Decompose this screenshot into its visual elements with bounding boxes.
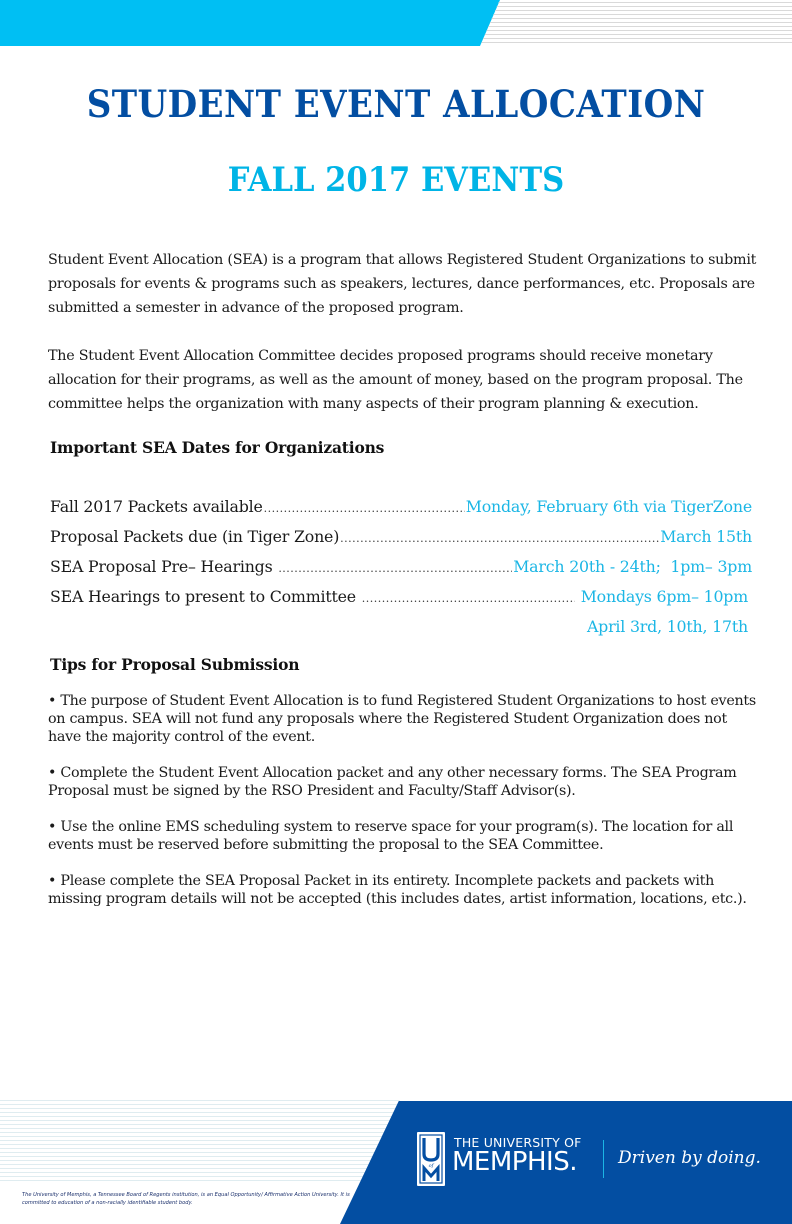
tips-list <box>48 692 760 926</box>
logo-text-line-2: MEMPHIS. <box>452 1147 577 1177</box>
date-value: March 15th <box>660 527 752 546</box>
logo-text-line-1: THE UNIVERSITY OF <box>454 1135 582 1150</box>
date-label: SEA Hearings to present to Committee <box>50 587 361 606</box>
dot-leader <box>278 562 512 575</box>
logo-divider <box>603 1140 604 1178</box>
tips-heading: Tips for Proposal Submission <box>50 655 300 674</box>
disclaimer-text: The University of Memphis, a Tennessee Board of Regents institution, is an Equal Opportunity/ Affirmative Action University. It is committed to education of a non-racially identifiable student body. <box>22 1192 350 1206</box>
university-logo-mark-icon <box>417 1132 445 1186</box>
date-label: SEA Proposal Pre– Hearings <box>50 557 278 576</box>
intro-paragraph-1: Student Event Allocation (SEA) is a program that allows Registered Student Organizations to submit proposals for events & programs such as speakers, lectures, dance performances, etc. Proposals are submitted a semester in advance of the proposed program. <box>48 252 757 316</box>
date-value: Mondays 6pm– 10pm <box>575 587 748 606</box>
svg-text:of: of <box>428 1163 434 1169</box>
date-row <box>50 527 752 557</box>
date-row-continuation <box>50 617 752 647</box>
date-label: Fall 2017 Packets available <box>50 497 263 516</box>
date-row <box>50 587 752 617</box>
date-label: Proposal Packets due (in Tiger Zone) <box>50 527 340 546</box>
tip-item: • Use the online EMS scheduling system to reserve space for your program(s). The location for all events must be reserved before submitting the proposal to the SEA Committee. <box>48 819 734 853</box>
dot-leader <box>264 502 465 515</box>
date-value-continuation: April 3rd, 10th, 17th <box>586 617 748 636</box>
date-row <box>50 557 752 587</box>
tip-item: • Complete the Student Event Allocation packet and any other necessary forms. The SEA Program Proposal must be signed by the RSO President and Faculty/Staff Advisor(s). <box>48 765 737 799</box>
bottom-stripe-decoration <box>0 1100 400 1182</box>
dot-leader <box>362 592 575 605</box>
date-value: Monday, February 6th via TigerZone <box>465 497 752 516</box>
dates-heading: Important SEA Dates for Organizations <box>50 438 385 457</box>
tagline: Driven by doing. <box>618 1148 761 1168</box>
date-row <box>50 497 752 527</box>
top-cyan-band <box>0 0 500 46</box>
dates-list <box>50 497 752 647</box>
date-value: March 20th - 24th; 1pm– 3pm <box>513 557 752 576</box>
dot-leader <box>340 532 659 545</box>
intro-paragraph-2: The Student Event Allocation Committee decides proposed programs should receive monetary allocation for their programs, as well as the amount of money, based on the program proposal. The committee helps the organization with many aspects of their program planning & execution. <box>48 348 743 412</box>
page-subtitle: FALL 2017 EVENTS <box>227 160 565 200</box>
top-stripe-decoration <box>480 2 792 46</box>
tip-item: • The purpose of Student Event Allocation is to fund Registered Student Organizations to host events on campus. SEA will not fund any proposals where the Registered Student Organization does not have the majority control of the event. <box>48 693 756 745</box>
page-title: STUDENT EVENT ALLOCATION <box>86 82 706 126</box>
tip-item: • Please complete the SEA Proposal Packet in its entirety. Incomplete packets and packets with missing program details will not be accepted (this includes dates, artist information, locations, etc.). <box>48 873 747 907</box>
